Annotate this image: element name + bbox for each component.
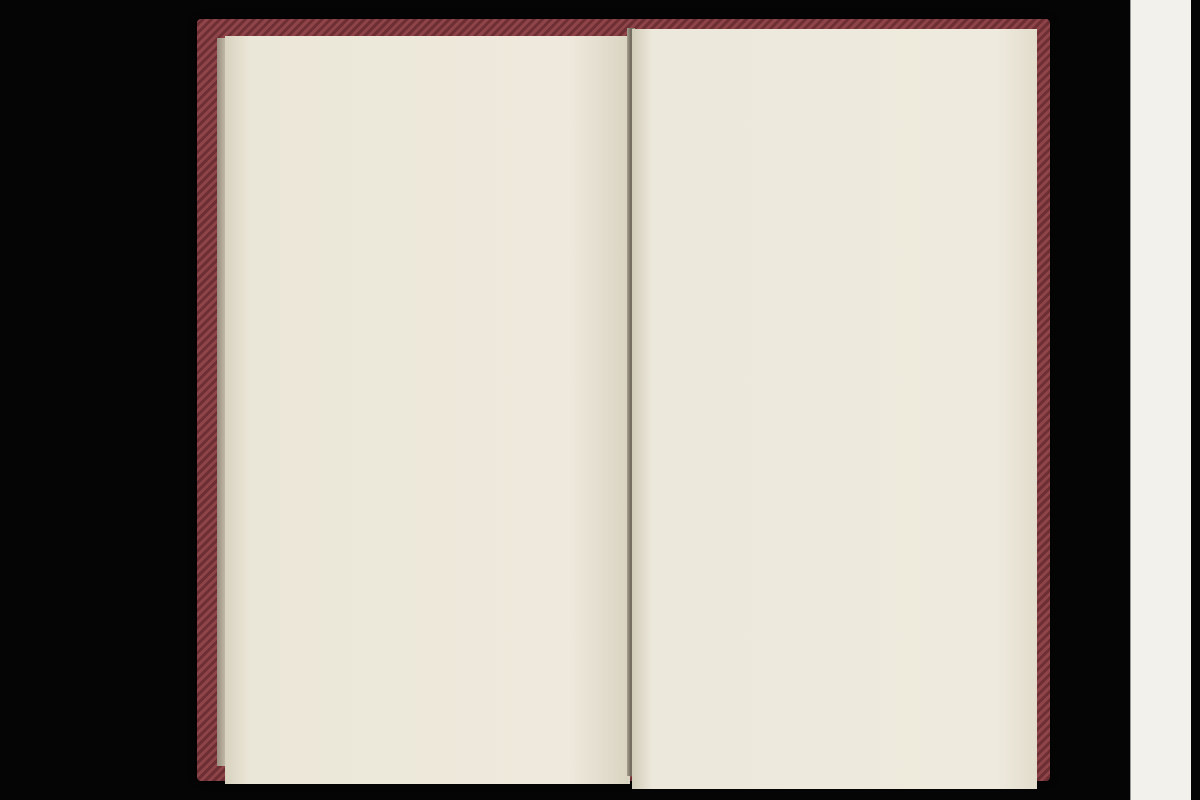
measurement-ruler [1130,0,1191,800]
right-page [632,29,1037,789]
left-page [225,36,630,784]
